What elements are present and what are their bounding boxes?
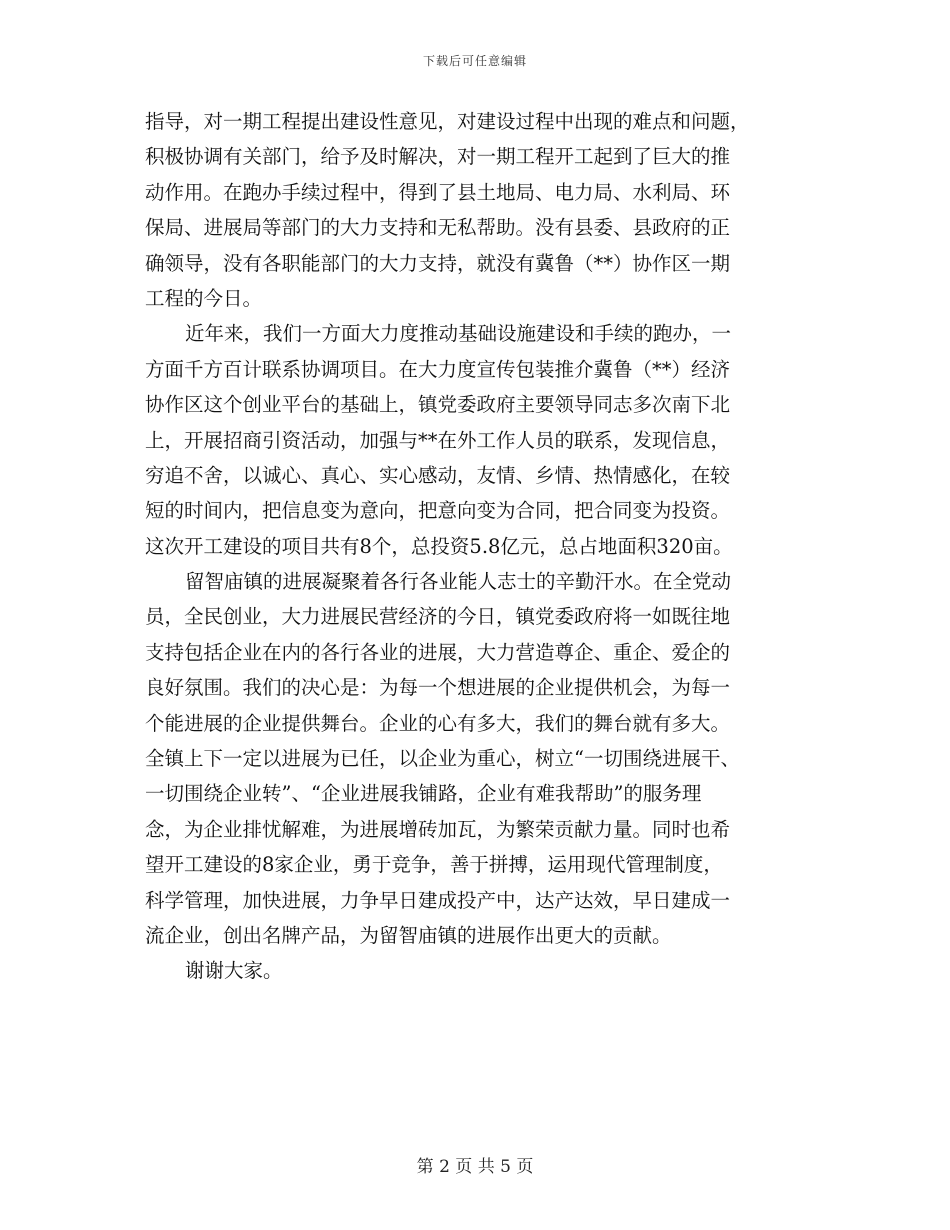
- text-line: 望开工建设的8家企业，勇于竞争，善于拼搏，运用现代管理制度，: [145, 853, 723, 877]
- text-line: 流企业，创出名牌产品，为留智庙镇的进展作出更大的贡献。: [145, 923, 672, 947]
- paragraph: [145, 953, 813, 988]
- text-line: 良好氛围。我们的决心是：为每一个想进展的企业提供机会，为每一: [145, 676, 731, 700]
- text-line: 员，全民创业，大力进展民营经济的今日，镇党委政府将一如既往地: [145, 605, 731, 629]
- page-number: 第 2 页 共 5 页: [416, 1157, 534, 1177]
- text-line: 一切围绕企业转”、“企业进展我铺路，企业有难我帮助”的服务理: [145, 782, 702, 806]
- text-line: 确领导，没有各职能部门的大力支持，就没有冀鲁（**）协作区一期: [145, 251, 731, 275]
- paragraph: [145, 104, 813, 316]
- paragraph: [145, 316, 813, 564]
- text-line: 全镇上下一定以进展为已任，以企业为重心，树立“一切围绕进展干、: [145, 747, 740, 771]
- text-line: 留智庙镇的进展凝聚着各行各业能人志士的辛勤汗水。在全党动: [185, 570, 732, 594]
- text-line: 积极协调有关部门，给予及时解决，对一期工程开工起到了巨大的推: [145, 145, 731, 169]
- text-line: 工程的今日。: [145, 286, 263, 310]
- text-line: 上，开展招商引资活动，加强与**在外工作人员的联系，发现信息，: [145, 428, 731, 452]
- text-line: 支持包括企业在内的各行各业的进展，大力营造尊企、重企、爱企的: [145, 640, 731, 664]
- text-line: 保局、进展局等部门的大力支持和无私帮助。没有县委、县政府的正: [145, 216, 731, 240]
- text-line: 穷追不舍，以诚心、真心、实心感动，友情、乡情、热情感化，在较: [145, 463, 731, 487]
- text-line: 动作用。在跑办手续过程中，得到了县土地局、电力局、水利局、环: [145, 180, 731, 204]
- text-line: 指导，对一期工程提出建设性意见，对建设过程中出现的难点和问题，: [145, 110, 750, 133]
- text-line: 协作区这个创业平台的基础上，镇党委政府主要领导同志多次南下北: [145, 393, 731, 417]
- text-line: 念，为企业排忧解难，为进展增砖加瓦，为繁荣贡献力量。同时也希: [145, 817, 731, 841]
- text-line: 短的时间内，把信息变为意向，把意向变为合同，把合同变为投资。: [145, 499, 731, 523]
- paragraph: [145, 564, 813, 953]
- page-header-note: 下载后可任意编辑: [422, 54, 527, 68]
- text-line: 近年来，我们一方面大力度推动基础设施建设和手续的跑办，一: [185, 322, 732, 346]
- text-line: 个能进展的企业提供舞台。企业的心有多大，我们的舞台就有多大。: [145, 711, 731, 735]
- text-line: 谢谢大家。: [185, 959, 283, 983]
- text-line: 这次开工建设的项目共有8个，总投资5.8亿元，总占地面积320亩。: [145, 534, 733, 558]
- document-body: [145, 104, 813, 989]
- text-line: 科学管理，加快进展，力争早日建成投产中，达产达效，早日建成一: [145, 888, 731, 912]
- text-line: 方面千方百计联系协调项目。在大力度宣传包装推介冀鲁（**）经济: [145, 357, 731, 381]
